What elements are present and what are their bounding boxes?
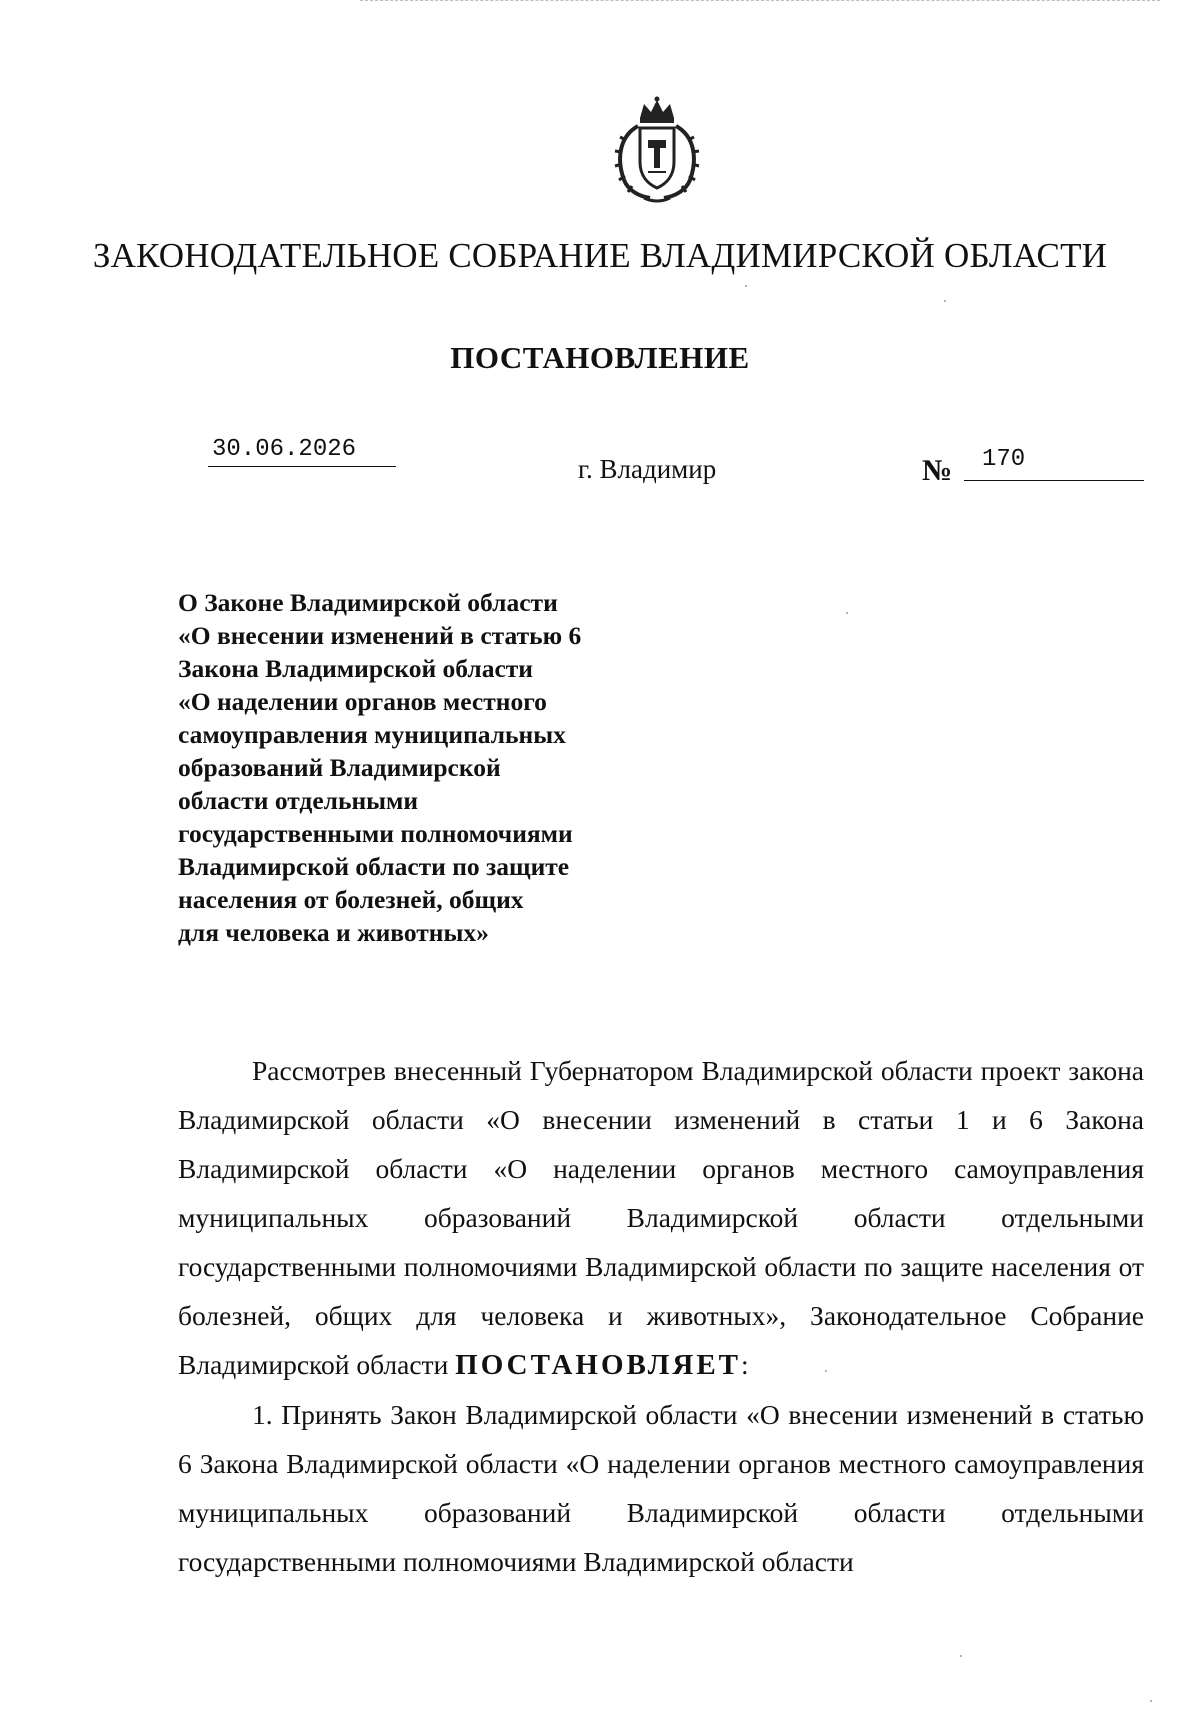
date-field [208, 436, 396, 467]
subject-line: «О внесении изменений в статью 6 [178, 621, 582, 650]
document-number: 170 [982, 446, 1026, 473]
resolves-colon: : [741, 1349, 749, 1380]
organization-name: ЗАКОНОДАТЕЛЬНОЕ СОБРАНИЕ ВЛАДИМИРСКОЙ ОБЛАСТИ [92, 236, 1108, 275]
scan-top-edge [360, 0, 1160, 1]
subject-line: «О наделении органов местного [178, 687, 547, 716]
scan-speck [745, 285, 747, 287]
subject-line: населения от болезней, общих [178, 885, 524, 914]
scan-speck [944, 300, 946, 302]
subject-line: образований Владимирской [178, 753, 501, 782]
document-body [178, 1046, 1144, 1586]
resolves-keyword: ПОСТАНОВЛЯЕТ [455, 1349, 742, 1381]
document-type-heading: ПОСТАНОВЛЕНИЕ [450, 340, 750, 375]
subject-line: Владимирской области по защите [178, 852, 570, 881]
preamble-paragraph [178, 1046, 1144, 1390]
number-field [922, 446, 1146, 486]
subject-line: Закона Владимирской области [178, 654, 533, 683]
date-underline [208, 466, 396, 467]
number-sign: № [922, 454, 953, 487]
scan-speck [1150, 1700, 1152, 1702]
scan-speck [825, 1370, 827, 1372]
preamble-text: Рассмотрев внесенный Губернатором Владимирской области проект закона Владимирской области «О внесении изменений в статьи 1 и 6 Закона Владимирской области «О наделении органов местного самоуправления муниципальных образований Владимирской области отдельными государственными полномочиями Владимирской области по защите населения от болезней, общих для человека и животных», Законодательное Собрание Владимирской области [178, 1055, 1144, 1380]
document-subject [178, 586, 698, 949]
item-1-paragraph [178, 1390, 1144, 1586]
subject-line: О Законе Владимирской области [178, 588, 558, 617]
city-label: г. Владимир [578, 454, 717, 484]
document-date: 30.06.2026 [212, 436, 357, 463]
subject-line: области отдельными [178, 786, 419, 815]
number-underline [964, 480, 1144, 481]
coat-of-arms-icon [610, 96, 704, 204]
scan-speck [846, 612, 848, 614]
item-1-text: 1. Принять Закон Владимирской области «О внесении изменений в статью 6 Закона Владимирской области «О наделении органов местного самоуправления муниципальных образований Владимирской области отдельными государственными полномочиями Владимирской области [178, 1399, 1144, 1577]
scan-speck [960, 1655, 962, 1657]
subject-line: государственными полномочиями [178, 819, 573, 848]
subject-line: для человека и животных» [178, 918, 489, 947]
subject-line: самоуправления муниципальных [178, 720, 566, 749]
